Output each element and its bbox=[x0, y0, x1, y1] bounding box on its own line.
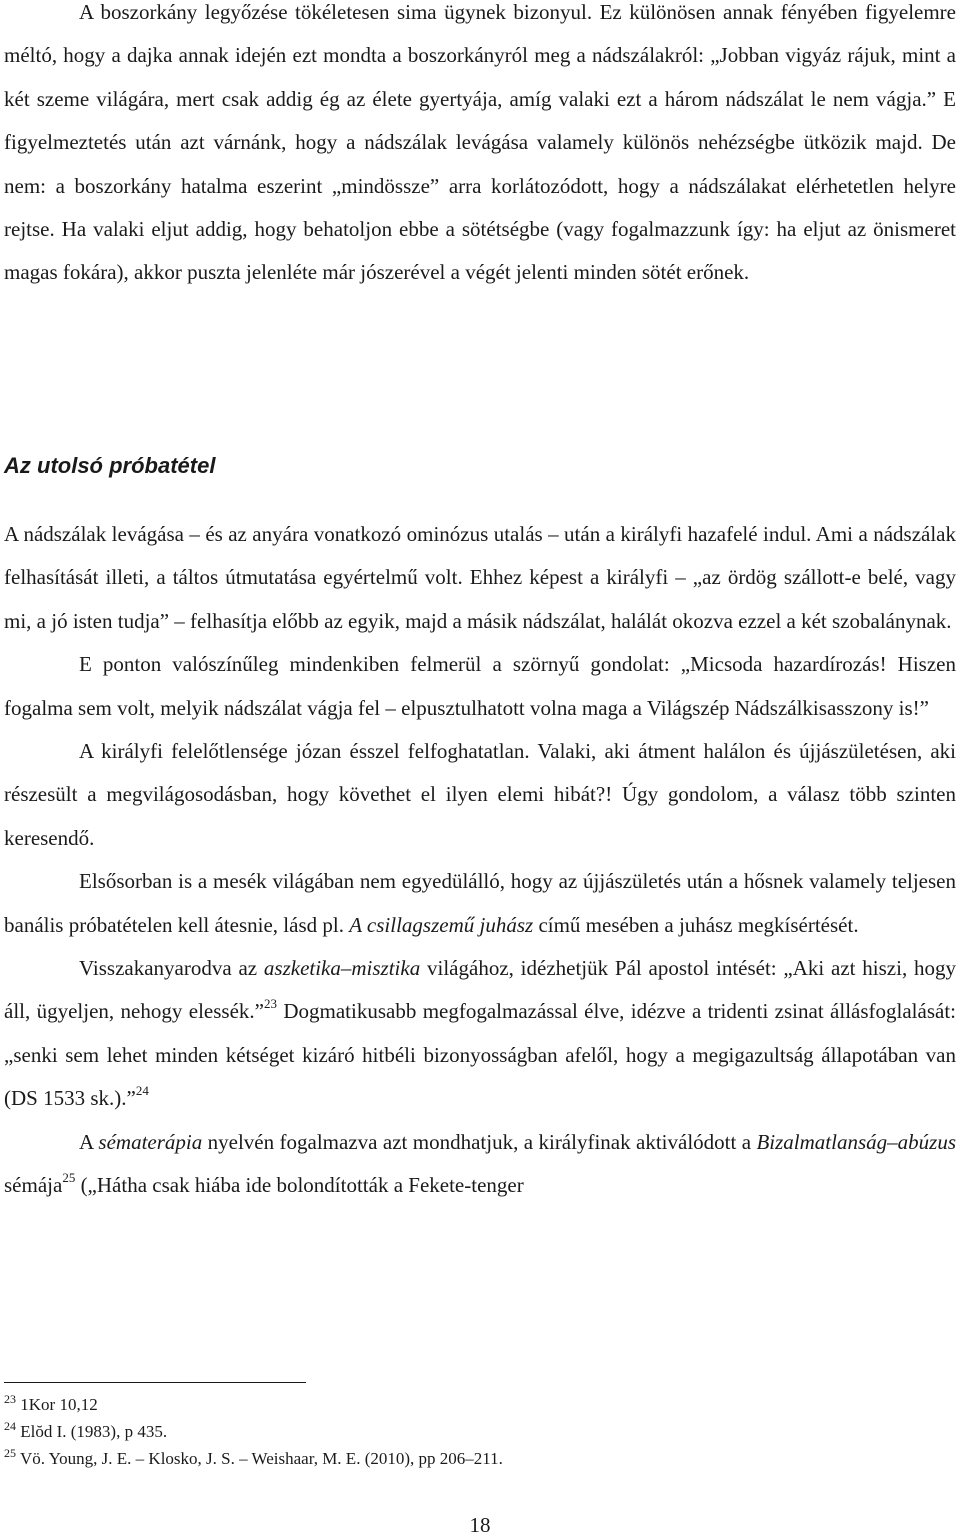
footnote-number: 23 bbox=[4, 1392, 16, 1406]
footnote-ref[interactable]: 23 bbox=[263, 996, 277, 1012]
footnote-number: 25 bbox=[4, 1446, 16, 1460]
italic-term: aszketika–misztika bbox=[263, 956, 421, 981]
italic-term: sématerápia bbox=[98, 1129, 203, 1154]
paragraph bbox=[4, 643, 956, 730]
paragraph-text: nyelvén fogalmazva azt mondhatjuk, a királyfinak aktiválódott a bbox=[202, 1129, 757, 1154]
footnote-number: 24 bbox=[4, 1419, 16, 1433]
paragraph-text: világához, idézhetjük Pál apostol intését: „Aki azt hiszi, hogy áll, ügyeljen, nehogy elessék.” bbox=[4, 956, 956, 1024]
footnote-separator bbox=[4, 1382, 306, 1383]
paragraph bbox=[4, 1121, 956, 1208]
footnote-ref[interactable]: 24 bbox=[135, 1083, 149, 1099]
paragraph bbox=[4, 947, 956, 1121]
italic-term: Bizalmatlanság–abúzus bbox=[756, 1129, 956, 1154]
paragraph-text: Elsősorban is a mesék világában nem egyedülálló, hogy az újjászületés után a hősnek valamely teljesen banális próbatételen kell átesnie, lásd pl. bbox=[4, 869, 956, 937]
paragraph-text: Visszakanyarodva az bbox=[79, 956, 264, 981]
paragraph-text: A bbox=[79, 1129, 99, 1154]
footnotes bbox=[4, 1392, 956, 1473]
page-number: 18 bbox=[469, 1513, 491, 1537]
paragraph-text: Dogmatikusabb megfogalmazással élve, idézve a tridenti zsinat állásfoglalását: „senki sem lehet minden kétséget kizáró hitbéli bizonyosságban afelől, hogy a megigazultság állapotában van (DS 1533 sk.).” bbox=[4, 999, 956, 1111]
paragraph-text: A nádszálak levágása – és az anyára vonatkozó ominózus utalás – után a királyfi hazafelé indul. Ami a nádszálak felhasítását illeti, a táltos útmutatása egyértelmű volt. Ehhez képest a királyfi – „az ördög szállott-e belé, vagy mi, a jó isten tudja” – felhasítja előbb az egyik, majd a másik nádszálat, halálát okozva ezzel a két szobalánynak. bbox=[4, 522, 956, 633]
paragraph bbox=[4, 730, 956, 860]
paragraph bbox=[4, 860, 956, 947]
paragraph bbox=[4, 0, 956, 295]
paragraph-text: című mesében a juhász megkísértését. bbox=[533, 912, 859, 937]
paragraph-text: („Hátha csak hiába ide bolondították a Fekete-tenger bbox=[75, 1173, 524, 1198]
footnote bbox=[4, 1419, 956, 1446]
section-heading: Az utolsó próbatétel bbox=[4, 453, 216, 478]
paragraph bbox=[4, 513, 956, 643]
paragraph-text: A királyfi felelőtlensége józan ésszel felfoghatatlan. Valaki, aki átment halálon és újjászületésen, aki részesült a megvilágosodásban, hogy követhet el ilyen elemi hibát?! Úgy gondolom, a válasz több szinten keresendő. bbox=[4, 739, 956, 850]
paragraph-text: E ponton valószínűleg mindenkiben felmerül a szörnyű gondolat: „Micsoda hazardírozás! Hiszen fogalma sem volt, melyik nádszálat vágja fel – elpusztulhatott volna maga a Világszép Nádszálkisasszony is!” bbox=[4, 652, 956, 720]
footnote bbox=[4, 1446, 956, 1473]
paragraph-text: sémája bbox=[4, 1173, 63, 1198]
footnote-text: Vö. Young, J. E. – Klosko, J. S. – Weishaar, M. E. (2010), pp 206–211. bbox=[19, 1449, 503, 1468]
footnote-text: 1Kor 10,12 bbox=[20, 1395, 98, 1414]
section-body bbox=[4, 513, 956, 1208]
footnote-ref[interactable]: 25 bbox=[62, 1170, 76, 1186]
footnote-text: Elŏd I. (1983), p 435. bbox=[20, 1422, 168, 1441]
footnote bbox=[4, 1392, 956, 1419]
tale-title: A csillagszemű juhász bbox=[349, 912, 534, 937]
paragraph-text: A boszorkány legyőzése tökéletesen sima ügynek bizonyul. Ez különösen annak fényében figyelemre méltó, hogy a dajka annak idején ezt mondta a boszorkányról meg a nádszálakról: „Jobban vigyáz rájuk, mint a két szeme világára, mert csak addig ég az élete gyertyája, amíg valaki ezt a három nádszálat le nem vágja.” E figyelmeztetés után azt várnánk, hogy a nádszálak levágása valamely különös nehézségbe ütközik majd. De nem: a boszorkány hatalma eszerint „mindössze” arra korlátozódott, hogy a nádszálakat elérhetetlen helyre rejtse. Ha valaki eljut addig, hogy behatoljon ebbe a sötétségbe (vagy fogalmazzunk így: ha eljut az önismeret magas fokára), akkor puszta jelenléte már jószerével a végét jelenti minden sötét erőnek. bbox=[4, 0, 956, 285]
